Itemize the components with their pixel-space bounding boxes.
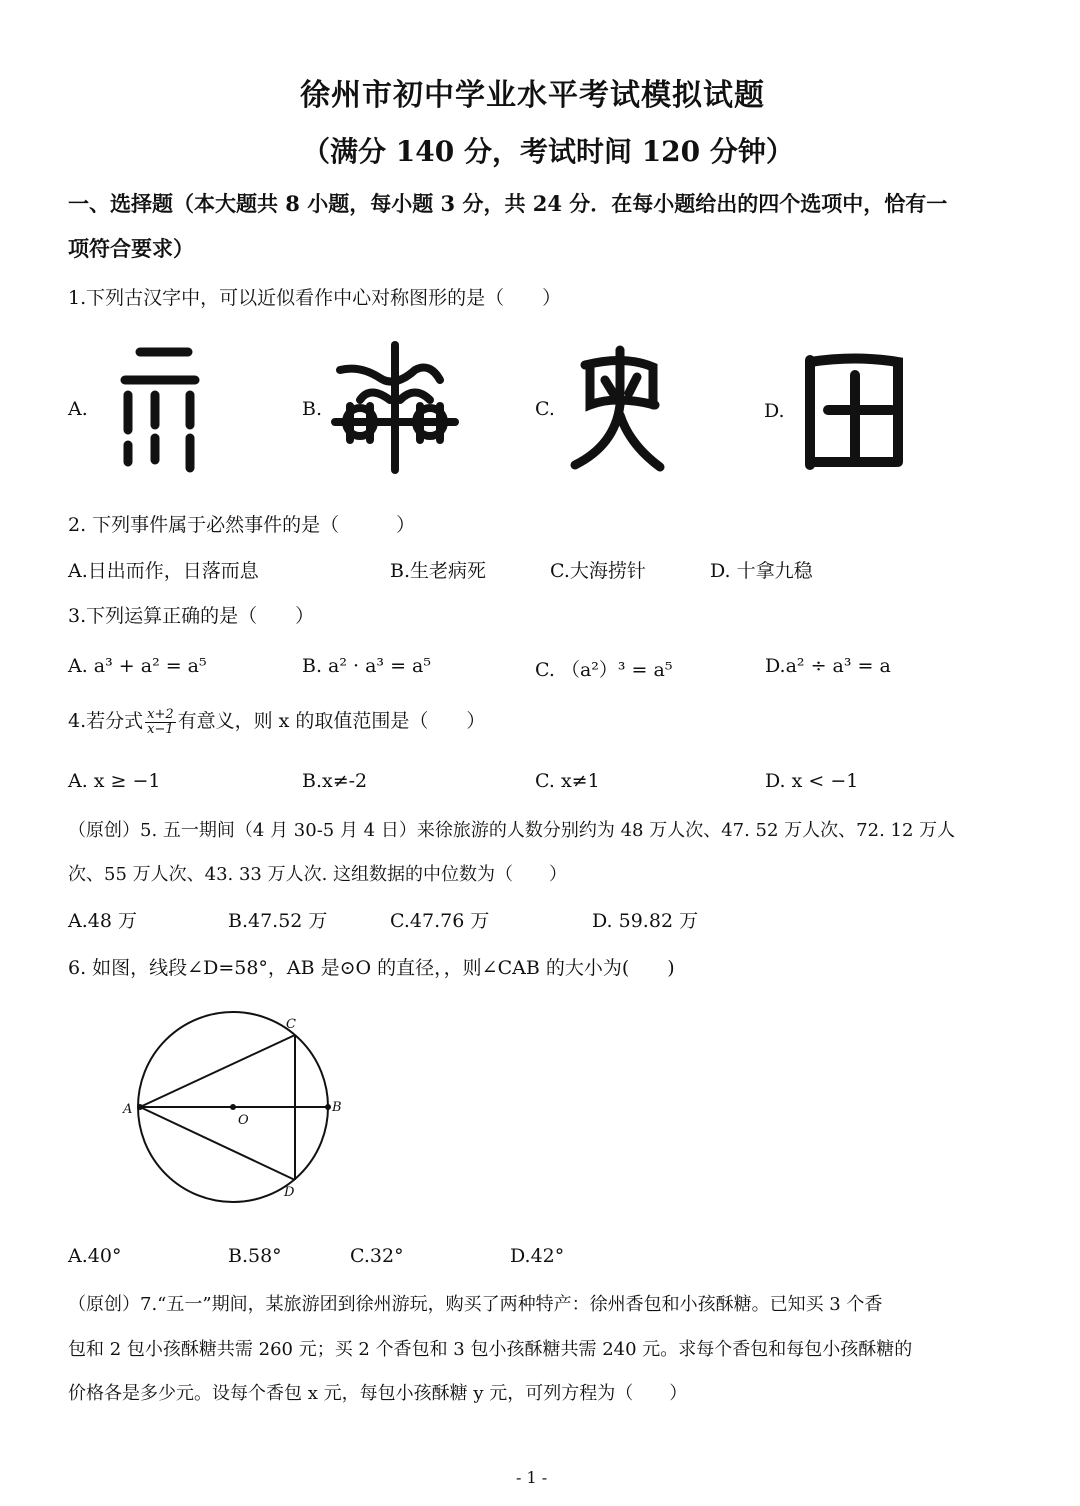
q4-fraction	[145, 708, 176, 737]
question-4-text	[68, 706, 485, 737]
q3-option-c: C. （a²）³ = a⁵	[535, 659, 673, 681]
question-7-line3: 价格各是多少元。设每个香包 x 元，每包小孩酥糖 y 元，可列方程为（ ）	[68, 1383, 688, 1404]
q1-option-d-label: D.	[764, 400, 785, 422]
ancient-character-d	[800, 350, 910, 475]
question-1-text: 1.下列古汉字中，可以近似看作中心对称图形的是（ ）	[68, 287, 562, 309]
q3-option-a: A. a³ + a² = a⁵	[68, 655, 207, 677]
q4-suffix: 有意义，则 x 的取值范围是（ ）	[177, 710, 486, 732]
page-number: - 1 -	[516, 1468, 548, 1487]
section-heading-line1: 一、选择题（本大题共 8 小题，每小题 3 分，共 24 分．在每小题给出的四个选项中，恰有一	[68, 191, 948, 216]
question-5-line1: （原创）5. 五一期间（4 月 30-5 月 4 日）来徐旅游的人数分别约为 48 万人次、47. 52 万人次、72. 12 万人	[68, 820, 956, 841]
point-d-label: D	[284, 1185, 295, 1200]
q4-prefix: 4.若分式	[68, 710, 144, 732]
point-o-label: O	[238, 1113, 249, 1128]
q6-option-c: C.32°	[350, 1245, 404, 1267]
question-7-line1: （原创）7.“五一”期间，某旅游团到徐州游玩，购买了两种特产：徐州香包和小孩酥糖。已知买 3 个香	[68, 1294, 883, 1315]
q2-option-d: D. 十拿九稳	[710, 560, 813, 582]
ancient-character-c	[565, 345, 675, 480]
q1-option-a-label: A.	[68, 398, 88, 420]
point-b-label: B	[332, 1100, 342, 1115]
q5-option-a: A.48 万	[68, 910, 137, 932]
point-c-label: C	[286, 1017, 296, 1032]
question-2-text: 2. 下列事件属于必然事件的是（ ）	[68, 514, 416, 536]
q5-option-d: D. 59.82 万	[592, 910, 699, 932]
q4-option-b: B.x≠-2	[302, 770, 368, 792]
q4-option-d: D. x < −1	[765, 770, 859, 792]
q6-option-d: D.42°	[510, 1245, 565, 1267]
q1-option-b-label: B.	[302, 398, 323, 420]
question-3-text: 3.下列运算正确的是（ ）	[68, 605, 315, 627]
q2-option-c: C.大海捞针	[550, 560, 646, 582]
point-a-label: A	[123, 1102, 133, 1117]
q5-option-c: C.47.76 万	[390, 910, 490, 932]
q2-option-b: B.生老病死	[390, 560, 487, 582]
q4-numerator: x+2	[147, 706, 174, 722]
q4-option-c: C. x≠1	[535, 770, 600, 792]
q2-option-a: A.日出而作，日落而息	[68, 560, 259, 582]
page-title: 徐州市初中学业水平考试模拟试题	[300, 78, 765, 113]
q3-option-d: D.a² ÷ a³ = a	[765, 655, 891, 677]
q5-option-b: B.47.52 万	[228, 910, 328, 932]
circle-geometry-figure	[118, 1010, 358, 1210]
page-subtitle: （满分 140 分，考试时间 120 分钟）	[302, 135, 794, 168]
question-6-text: 6. 如图，线段∠D=58°，AB 是⊙O 的直径，，则∠CAB 的大小为( )	[68, 957, 675, 979]
ancient-character-b	[330, 340, 460, 480]
q6-option-a: A.40°	[68, 1245, 122, 1267]
q6-option-b: B.58°	[228, 1245, 282, 1267]
section-heading-line2: 项符合要求）	[68, 236, 194, 261]
q4-denominator: x−1	[147, 721, 174, 737]
q3-option-b: B. a² · a³ = a⁵	[302, 655, 431, 677]
ancient-character-a	[110, 340, 210, 480]
question-7-line2: 包和 2 包小孩酥糖共需 260 元；买 2 个香包和 3 包小孩酥糖共需 240 元。求每个香包和每包小孩酥糖的	[68, 1339, 913, 1360]
q1-option-c-label: C.	[535, 398, 555, 420]
q4-option-a: A. x ≥ −1	[68, 770, 161, 792]
question-5-line2: 次、55 万人次、43. 33 万人次. 这组数据的中位数为（ ）	[68, 864, 568, 885]
